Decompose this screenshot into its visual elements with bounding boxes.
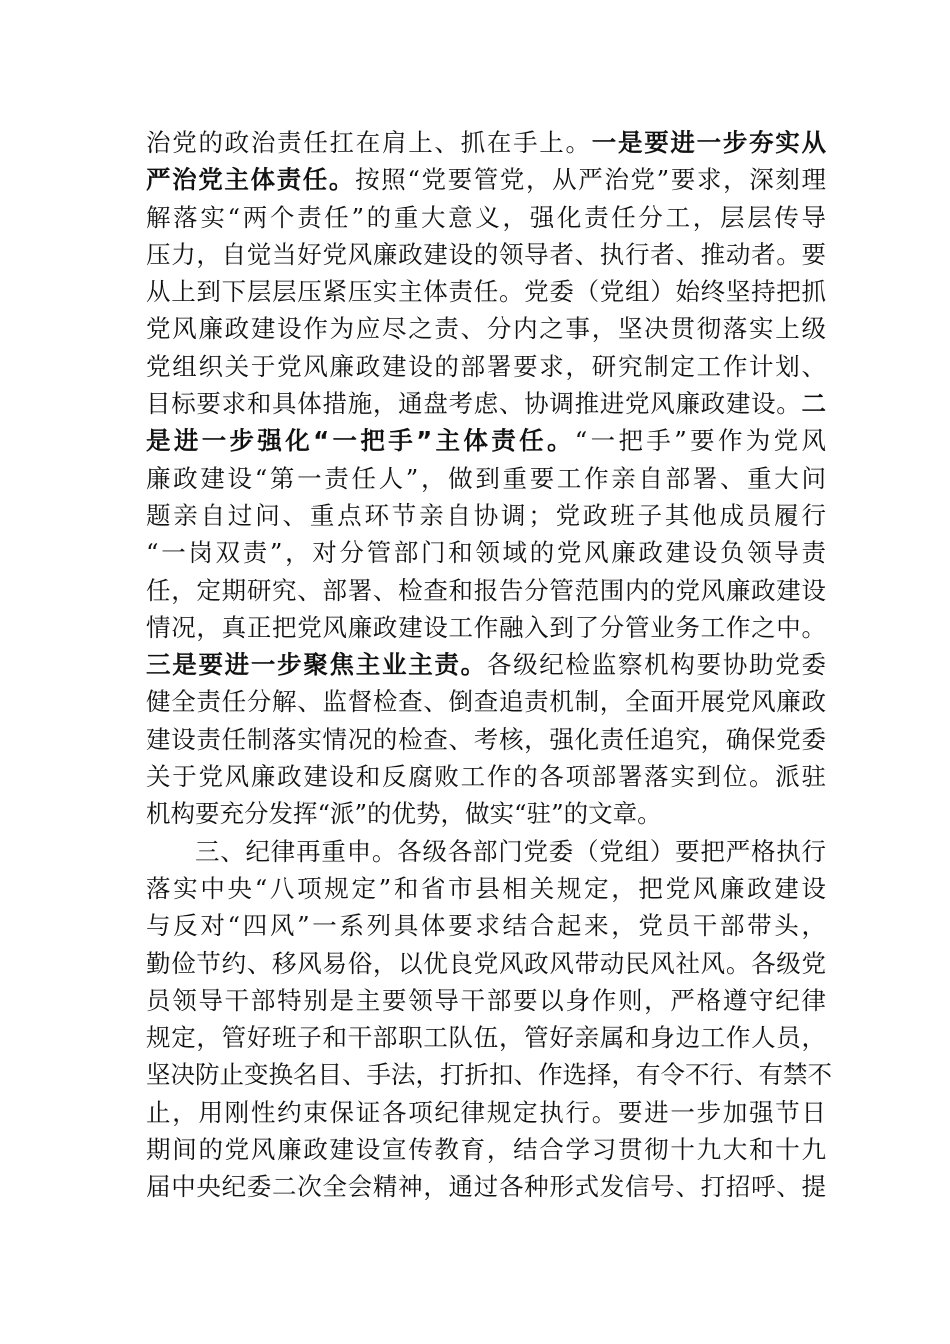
text-run: 目标要求和具体措施，通盘考虑、协调推进党风廉政建设。	[146, 389, 802, 419]
text-run: 各级纪检监察机构要协助党委	[486, 650, 826, 680]
text-run: 期间的党风廉政建设宣传教育，结合学习贯彻十九大和十九	[146, 1135, 826, 1165]
text-line	[146, 1131, 826, 1168]
text-line	[146, 1094, 826, 1131]
text-line	[146, 273, 826, 310]
text-line	[146, 907, 826, 944]
text-line	[146, 795, 826, 832]
text-line	[146, 348, 826, 385]
text-run: 规定，管好班子和干部职工队伍，管好亲属和身边工作人员，	[146, 1023, 826, 1053]
text-line	[146, 460, 826, 497]
text-line	[146, 161, 826, 198]
text-line	[146, 1168, 826, 1205]
text-run: 落实中央“八项规定”和省市县相关规定，把党风廉政建设	[146, 873, 826, 903]
text-line	[146, 310, 826, 347]
text-run: 党风廉政建设作为应尽之责、分内之事，坚决贯彻落实上级	[146, 314, 826, 344]
text-run: 压力，自觉当好党风廉政建设的领导者、执行者、推动者。要	[146, 239, 826, 269]
text-line	[146, 422, 826, 459]
text-line	[146, 497, 826, 534]
text-run: 从上到下层层压紧压实主体责任。党委（党组）始终坚持把抓	[146, 277, 826, 307]
text-run: 届中央纪委二次全会精神，通过各种形式发信号、打招呼、提	[146, 1172, 826, 1202]
text-line	[146, 982, 826, 1019]
text-run: 党组织关于党风廉政建设的部署要求，研究制定工作计划、	[146, 351, 826, 381]
text-line	[146, 572, 826, 609]
text-run: 机构要充分发挥“派”的优势，做实“驻”的文章。	[146, 799, 662, 829]
text-run: 坚决防止变换名目、手法，打折扣、作选择，有令不行、有禁不	[146, 1060, 832, 1090]
text-line	[146, 683, 826, 720]
text-run: 与反对“四风”一系列具体要求结合起来，党员干部带头，	[146, 911, 826, 941]
text-line	[146, 199, 826, 236]
text-run: 关于党风廉政建设和反腐败工作的各项部署落实到位。派驻	[146, 762, 826, 792]
bold-text-run: 二	[801, 389, 826, 419]
text-line	[146, 1019, 826, 1056]
text-run: 情况，真正把党风廉政建设工作融入到了分管业务工作之中。	[146, 612, 826, 642]
text-run: “一把手”要作为党风	[574, 426, 826, 456]
text-line	[146, 945, 826, 982]
text-run: 健全责任分解、监督检查、倒查追责机制，全面开展党风廉政	[146, 687, 826, 717]
bold-text-run: 是进一步强化“一把手”主体责任。	[146, 426, 575, 456]
text-run: 三、纪律再重申。	[195, 836, 398, 866]
text-run: “一岗双责”，对分管部门和领域的党风廉政建设负领导责	[146, 538, 826, 568]
body-text	[146, 124, 832, 1206]
text-line	[146, 124, 826, 161]
text-line	[146, 833, 826, 870]
text-run: 廉政建设“第一责任人”，做到重要工作亲自部署、重大问	[146, 463, 826, 493]
text-line	[146, 236, 826, 273]
text-run: 各级各部门党委（党组）要把严格执行	[397, 836, 827, 866]
text-run: 按照“党要管党，从严治党”要求，深刻理	[355, 165, 826, 195]
text-run: 解落实“两个责任”的重大意义，强化责任分工，层层传导	[146, 202, 826, 232]
text-line	[146, 646, 826, 683]
bold-text-run: 严治党主体责任。	[146, 165, 356, 195]
text-line	[146, 870, 826, 907]
text-run: 员领导干部特别是主要领导干部要以身作则，严格遵守纪律	[146, 985, 826, 1015]
text-run: 建设责任制落实情况的检查、考核，强化责任追究，确保党委	[146, 724, 826, 754]
text-run: 勤俭节约、移风易俗，以优良党风政风带动民风社风。各级党	[146, 948, 826, 978]
text-line	[146, 1056, 832, 1093]
text-run: 治党的政治责任扛在肩上、抓在手上。	[146, 128, 592, 157]
text-run: 题亲自过问、重点环节亲自协调；党政班子其他成员履行	[146, 500, 826, 530]
bold-text-run: 一是要进一步夯实从	[591, 128, 827, 157]
bold-text-run: 三是要进一步聚焦主业主责。	[146, 650, 487, 680]
text-run: 止，用刚性约束保证各项纪律规定执行。要进一步加强节日	[146, 1097, 826, 1127]
text-run: 任，定期研究、部署、检查和报告分管范围内的党风廉政建设	[146, 575, 826, 605]
text-line	[146, 758, 826, 795]
text-line	[146, 534, 826, 571]
text-line	[146, 385, 826, 422]
text-line	[146, 721, 826, 758]
text-line	[146, 609, 826, 646]
